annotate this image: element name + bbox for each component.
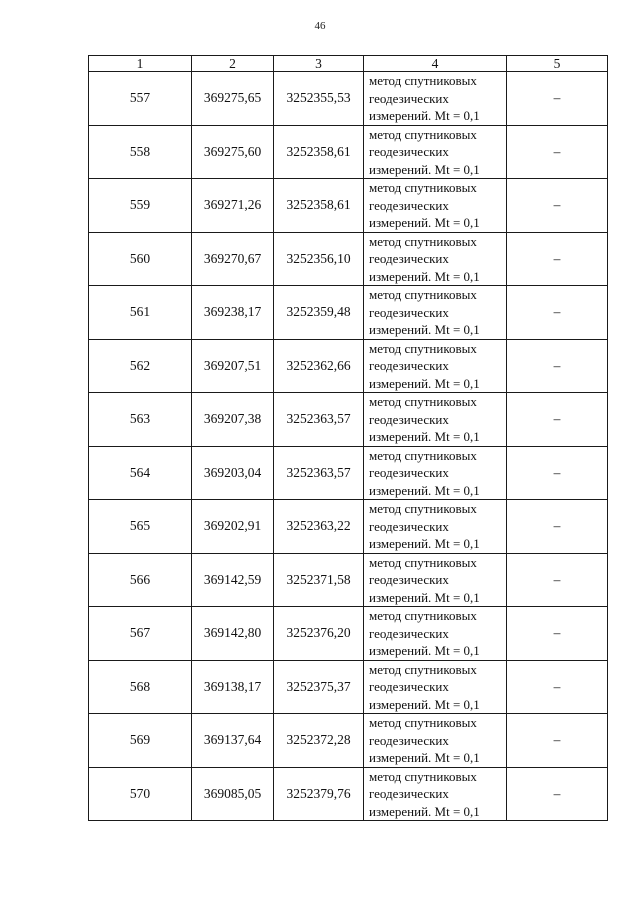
table-row (89, 660, 608, 714)
method-line: метод спутниковых (369, 287, 477, 302)
y-coordinate-cell: 3252362,66 (274, 339, 364, 393)
x-coordinate-cell: 369203,04 (192, 446, 274, 500)
table-body (89, 72, 608, 821)
method-cell (364, 714, 507, 768)
y-coordinate-cell: 3252376,20 (274, 607, 364, 661)
point-number-cell: 568 (89, 660, 192, 714)
method-cell (364, 179, 507, 233)
method-cell (364, 393, 507, 447)
method-cell (364, 72, 507, 126)
note-cell: – (507, 767, 608, 821)
x-coordinate-cell: 369238,17 (192, 286, 274, 340)
note-cell: – (507, 446, 608, 500)
note-cell: – (507, 232, 608, 286)
table-row (89, 179, 608, 233)
note-cell: – (507, 286, 608, 340)
point-number-cell: 570 (89, 767, 192, 821)
table-row (89, 446, 608, 500)
x-coordinate-cell: 369207,51 (192, 339, 274, 393)
method-line: измерений. Mt = 0,1 (369, 215, 480, 230)
table-row (89, 714, 608, 768)
method-line: измерений. Mt = 0,1 (369, 108, 480, 123)
point-number-cell: 558 (89, 125, 192, 179)
table-row (89, 767, 608, 821)
point-number-cell: 559 (89, 179, 192, 233)
x-coordinate-cell: 369275,65 (192, 72, 274, 126)
y-coordinate-cell: 3252363,57 (274, 446, 364, 500)
note-cell: – (507, 125, 608, 179)
method-line: геодезических (369, 251, 449, 266)
table-row (89, 72, 608, 126)
method-line: измерений. Mt = 0,1 (369, 161, 480, 177)
method-line: геодезических (369, 304, 449, 320)
x-coordinate-cell: 369271,26 (192, 179, 274, 233)
column-header-5: 5 (507, 56, 608, 72)
method-line: метод спутниковых (369, 715, 477, 730)
table-row (89, 393, 608, 447)
y-coordinate-cell: 3252371,58 (274, 553, 364, 607)
y-coordinate-cell: 3252375,37 (274, 660, 364, 714)
column-header-1: 1 (89, 56, 192, 72)
x-coordinate-cell: 369142,80 (192, 607, 274, 661)
method-line: метод спутниковых (369, 233, 477, 249)
table-row (89, 553, 608, 607)
point-number-cell: 557 (89, 72, 192, 126)
method-cell (364, 660, 507, 714)
note-cell: – (507, 339, 608, 393)
method-line: геодезических (369, 518, 449, 534)
point-number-cell: 563 (89, 393, 192, 447)
method-line: метод спутниковых (369, 768, 477, 784)
table-row (89, 232, 608, 286)
x-coordinate-cell: 369275,60 (192, 125, 274, 179)
method-line: геодезических (369, 358, 449, 373)
y-coordinate-cell: 3252363,22 (274, 500, 364, 554)
table-row (89, 339, 608, 393)
method-line: геодезических (369, 679, 449, 694)
method-line: метод спутниковых (369, 394, 477, 409)
header-row (89, 56, 608, 72)
method-line: метод спутниковых (369, 126, 477, 142)
point-number-cell: 562 (89, 339, 192, 393)
method-line: метод спутниковых (369, 447, 477, 463)
method-line: геодезических (369, 732, 449, 748)
method-cell (364, 767, 507, 821)
point-number-cell: 566 (89, 553, 192, 607)
method-cell (364, 339, 507, 393)
method-cell (364, 500, 507, 554)
method-line: измерений. Mt = 0,1 (369, 482, 480, 498)
table-row (89, 125, 608, 179)
method-line: измерений. Mt = 0,1 (369, 750, 480, 765)
y-coordinate-cell: 3252363,57 (274, 393, 364, 447)
method-line: измерений. Mt = 0,1 (369, 268, 480, 284)
note-cell: – (507, 500, 608, 554)
note-cell: – (507, 393, 608, 447)
method-line: измерений. Mt = 0,1 (369, 803, 480, 819)
method-line: геодезических (369, 144, 449, 159)
point-number-cell: 560 (89, 232, 192, 286)
x-coordinate-cell: 369270,67 (192, 232, 274, 286)
x-coordinate-cell: 369202,91 (192, 500, 274, 554)
method-cell (364, 553, 507, 607)
note-cell: – (507, 607, 608, 661)
method-line: геодезических (369, 786, 449, 801)
table-row (89, 286, 608, 340)
method-line: геодезических (369, 572, 449, 587)
y-coordinate-cell: 3252358,61 (274, 125, 364, 179)
method-line: геодезических (369, 465, 449, 480)
method-cell (364, 286, 507, 340)
note-cell: – (507, 714, 608, 768)
y-coordinate-cell: 3252359,48 (274, 286, 364, 340)
note-cell: – (507, 72, 608, 126)
method-line: метод спутниковых (369, 180, 477, 195)
method-line: геодезических (369, 411, 449, 427)
method-line: измерений. Mt = 0,1 (369, 429, 480, 444)
method-line: измерений. Mt = 0,1 (369, 536, 480, 551)
method-line: метод спутниковых (369, 661, 477, 677)
y-coordinate-cell: 3252379,76 (274, 767, 364, 821)
point-number-cell: 567 (89, 607, 192, 661)
method-line: метод спутниковых (369, 554, 477, 570)
method-cell (364, 446, 507, 500)
note-cell: – (507, 660, 608, 714)
x-coordinate-cell: 369138,17 (192, 660, 274, 714)
column-header-4: 4 (364, 56, 507, 72)
method-line: измерений. Mt = 0,1 (369, 322, 480, 337)
method-line: измерений. Mt = 0,1 (369, 589, 480, 605)
column-header-2: 2 (192, 56, 274, 72)
note-cell: – (507, 179, 608, 233)
point-number-cell: 565 (89, 500, 192, 554)
method-cell (364, 125, 507, 179)
coordinates-table (88, 55, 608, 821)
method-line: метод спутниковых (369, 608, 477, 623)
method-line: геодезических (369, 197, 449, 213)
column-header-3: 3 (274, 56, 364, 72)
y-coordinate-cell: 3252372,28 (274, 714, 364, 768)
method-line: измерений. Mt = 0,1 (369, 643, 480, 658)
x-coordinate-cell: 369137,64 (192, 714, 274, 768)
x-coordinate-cell: 369142,59 (192, 553, 274, 607)
table-row (89, 500, 608, 554)
point-number-cell: 569 (89, 714, 192, 768)
method-line: метод спутниковых (369, 501, 477, 516)
method-line: измерений. Mt = 0,1 (369, 375, 480, 391)
y-coordinate-cell: 3252355,53 (274, 72, 364, 126)
page-number: 46 (314, 20, 326, 32)
x-coordinate-cell: 369085,05 (192, 767, 274, 821)
y-coordinate-cell: 3252356,10 (274, 232, 364, 286)
x-coordinate-cell: 369207,38 (192, 393, 274, 447)
method-line: метод спутниковых (369, 73, 477, 88)
point-number-cell: 564 (89, 446, 192, 500)
method-line: измерений. Mt = 0,1 (369, 696, 480, 712)
method-cell (364, 607, 507, 661)
table-header (89, 56, 608, 72)
point-number-cell: 561 (89, 286, 192, 340)
method-line: метод спутниковых (369, 340, 477, 356)
method-line: геодезических (369, 90, 449, 106)
method-line: геодезических (369, 625, 449, 641)
method-cell (364, 232, 507, 286)
note-cell: – (507, 553, 608, 607)
y-coordinate-cell: 3252358,61 (274, 179, 364, 233)
table-row (89, 607, 608, 661)
